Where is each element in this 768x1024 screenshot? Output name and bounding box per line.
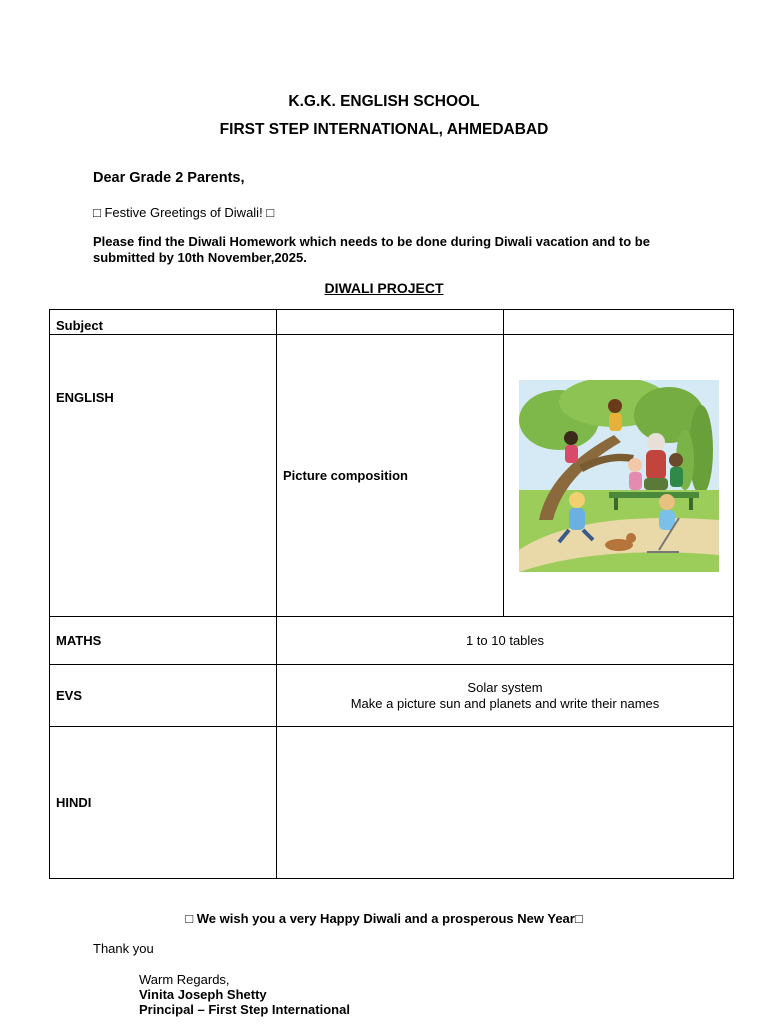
picture-cell	[504, 335, 734, 617]
task-english: Picture composition	[277, 335, 504, 617]
task-evs	[277, 665, 734, 727]
school-name: K.G.K. ENGLISH SCHOOL	[288, 93, 480, 110]
subject-maths: MATHS	[50, 617, 277, 665]
diwali-wish: □ We wish you a very Happy Diwali and a prosperous New Year□	[185, 911, 583, 926]
subject-hindi: HINDI	[50, 727, 277, 879]
table-row-english	[50, 335, 734, 617]
subject-evs: EVS	[50, 665, 277, 727]
regards: Warm Regards,	[139, 972, 230, 987]
park-illustration	[519, 380, 719, 572]
header-cell-empty	[277, 310, 504, 335]
task-evs-line2: Make a picture sun and planets and write their names	[350, 695, 660, 711]
subject-header: Subject	[50, 310, 277, 335]
festive-greeting: □ Festive Greetings of Diwali! □	[93, 205, 275, 220]
task-maths: 1 to 10 tables	[277, 617, 734, 665]
task-hindi	[277, 727, 734, 879]
table-row-maths	[50, 617, 734, 665]
project-title: DIWALI PROJECT	[324, 280, 444, 296]
signatory-designation: Principal – First Step International	[139, 1002, 350, 1017]
signatory-name: Vinita Joseph Shetty	[139, 987, 267, 1002]
thank-you: Thank you	[93, 941, 154, 956]
homework-table	[49, 309, 734, 879]
salutation: Dear Grade 2 Parents,	[93, 170, 245, 186]
table-row-evs	[50, 665, 734, 727]
task-evs-line1: Solar system	[467, 680, 543, 695]
header-cell-empty	[504, 310, 734, 335]
branch-name: FIRST STEP INTERNATIONAL, AHMEDABAD	[219, 121, 549, 138]
subject-english: ENGLISH	[50, 335, 277, 617]
table-header-row	[50, 310, 734, 335]
instructions: Please find the Diwali Homework which needs to be done during Diwali vacation and to be submitted by 10th November,2025.	[93, 234, 650, 265]
table-row-hindi	[50, 727, 734, 879]
